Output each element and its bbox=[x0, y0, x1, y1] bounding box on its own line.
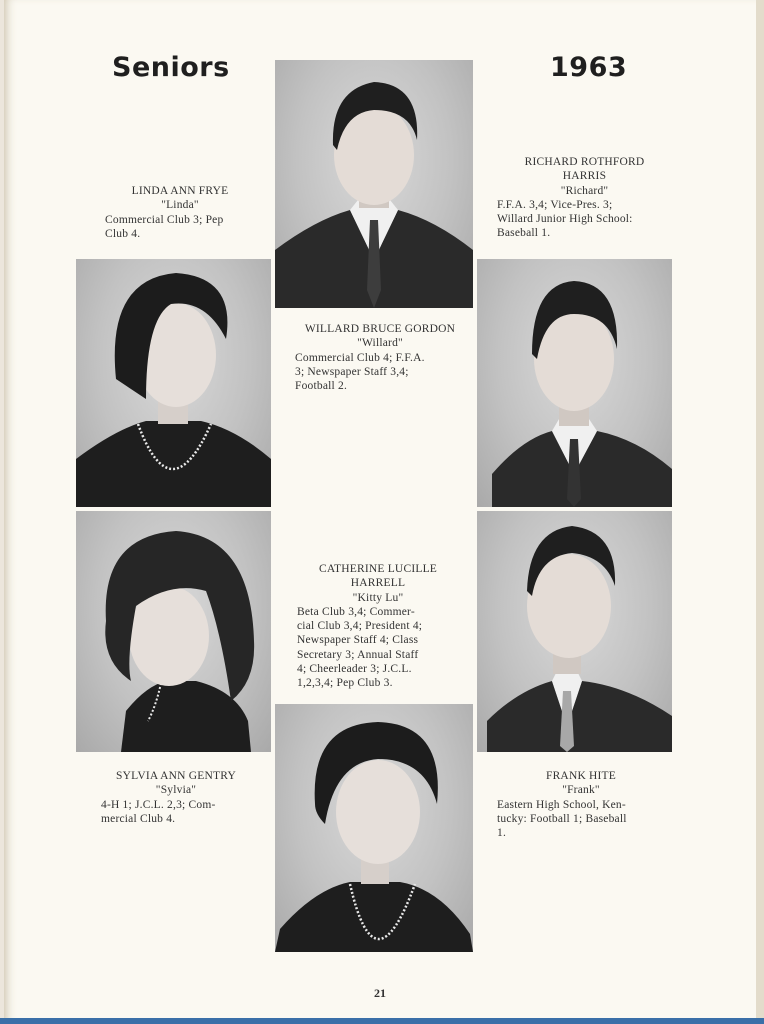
bio-sylvia-gentry bbox=[101, 769, 251, 826]
bio-willard-gordon bbox=[295, 322, 465, 393]
student-name: WILLARD BRUCE GORDON bbox=[304, 323, 456, 335]
portrait-linda-frye bbox=[76, 259, 271, 507]
student-activities: F.F.A. 3,4; Vice-Pres. 3; Willard Junior High School: Baseball 1. bbox=[497, 198, 633, 240]
portrait-richard-harris bbox=[477, 259, 672, 507]
student-name: RICHARD ROTHFORD HARRIS bbox=[524, 156, 645, 183]
student-activities: 4-H 1; J.C.L. 2,3; Com- mercial Club 4. bbox=[101, 798, 216, 825]
student-nickname: "Frank" bbox=[562, 784, 600, 797]
student-activities: Commercial Club 4; F.F.A. 3; Newspaper Staff 3,4; Football 2. bbox=[295, 351, 425, 393]
student-activities: Beta Club 3,4; Commer- cial Club 3,4; President 4; Newspaper Staff 4; Class Secretary 3; Annual Staff 4; Cheerleader 3; J.C.L. 1,2,3,4; Pep Club 3. bbox=[297, 605, 423, 690]
student-name: CATHERINE LUCILLE HARRELL bbox=[318, 563, 438, 590]
student-activities: Eastern High School, Ken- tucky: Football 1; Baseball 1. bbox=[497, 798, 627, 840]
student-nickname: "Sylvia" bbox=[155, 784, 197, 797]
scan-border bbox=[0, 1018, 764, 1024]
student-nickname: "Kitty Lu" bbox=[352, 591, 404, 604]
section-title: Seniors bbox=[112, 52, 230, 83]
portrait-sylvia-gentry bbox=[76, 511, 271, 752]
portrait-willard-gordon bbox=[275, 60, 473, 308]
bio-linda-frye bbox=[105, 184, 255, 241]
student-name: FRANK HITE bbox=[545, 770, 617, 782]
student-name: LINDA ANN FRYE bbox=[131, 185, 229, 197]
portrait-catherine-harrell bbox=[275, 704, 473, 952]
portrait-frank-hite bbox=[477, 511, 672, 752]
bio-richard-harris bbox=[497, 155, 672, 241]
bio-catherine-harrell bbox=[297, 562, 459, 691]
page-number: 21 bbox=[374, 986, 386, 1000]
yearbook-page bbox=[4, 0, 756, 1024]
student-nickname: "Linda" bbox=[161, 199, 199, 212]
student-nickname: "Richard" bbox=[560, 184, 609, 197]
student-nickname: "Willard" bbox=[357, 337, 403, 350]
student-name: SYLVIA ANN GENTRY bbox=[116, 770, 236, 782]
page-edge bbox=[756, 0, 764, 1024]
bio-frank-hite bbox=[497, 769, 665, 840]
student-activities: Commercial Club 3; Pep Club 4. bbox=[105, 213, 224, 240]
year-title: 1963 bbox=[550, 52, 628, 83]
